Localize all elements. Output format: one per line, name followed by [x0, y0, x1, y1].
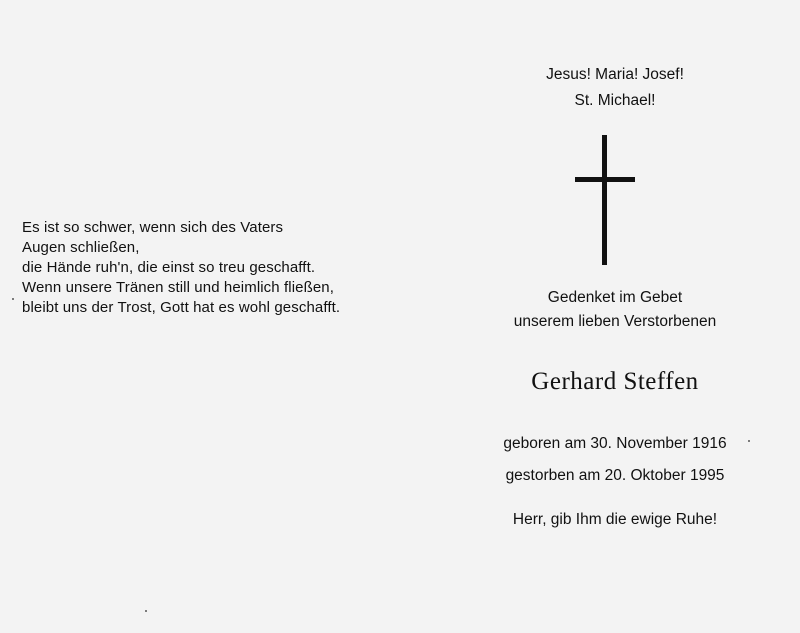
cross-horizontal-beam: [575, 177, 635, 182]
closing-prayer: Herr, gib Ihm die ewige Ruhe!: [512, 511, 718, 528]
memorial-poem: [22, 218, 402, 318]
birth-date: geboren am 30. November 1916: [503, 435, 727, 452]
cross-icon: [575, 135, 635, 265]
invocation: [470, 62, 760, 114]
remembrance-line: unserem lieben Verstorbenen: [513, 313, 717, 330]
poem-line: bleibt uns der Trost, Gott hat es wohl geschafft.: [22, 299, 341, 316]
death-date: gestorben am 20. Oktober 1995: [505, 467, 725, 484]
cross-vertical-beam: [602, 135, 607, 265]
remembrance-line: Gedenket im Gebet: [547, 289, 683, 306]
life-dates: [470, 428, 760, 492]
paper-speck: [748, 440, 750, 442]
paper-speck: [12, 298, 14, 300]
invocation-line: St. Michael!: [574, 92, 656, 109]
invocation-line: Jesus! Maria! Josef!: [546, 66, 684, 83]
remembrance-text: [470, 286, 760, 334]
deceased-name: Gerhard Steffen: [531, 368, 699, 395]
paper-speck: [145, 610, 147, 612]
poem-line: Augen schließen,: [22, 239, 140, 256]
poem-line: Es ist so schwer, wenn sich des Vaters: [22, 219, 284, 236]
poem-line: Wenn unsere Tränen still und heimlich fließen,: [22, 279, 334, 296]
poem-line: die Hände ruh'n, die einst so treu geschafft.: [22, 259, 316, 276]
